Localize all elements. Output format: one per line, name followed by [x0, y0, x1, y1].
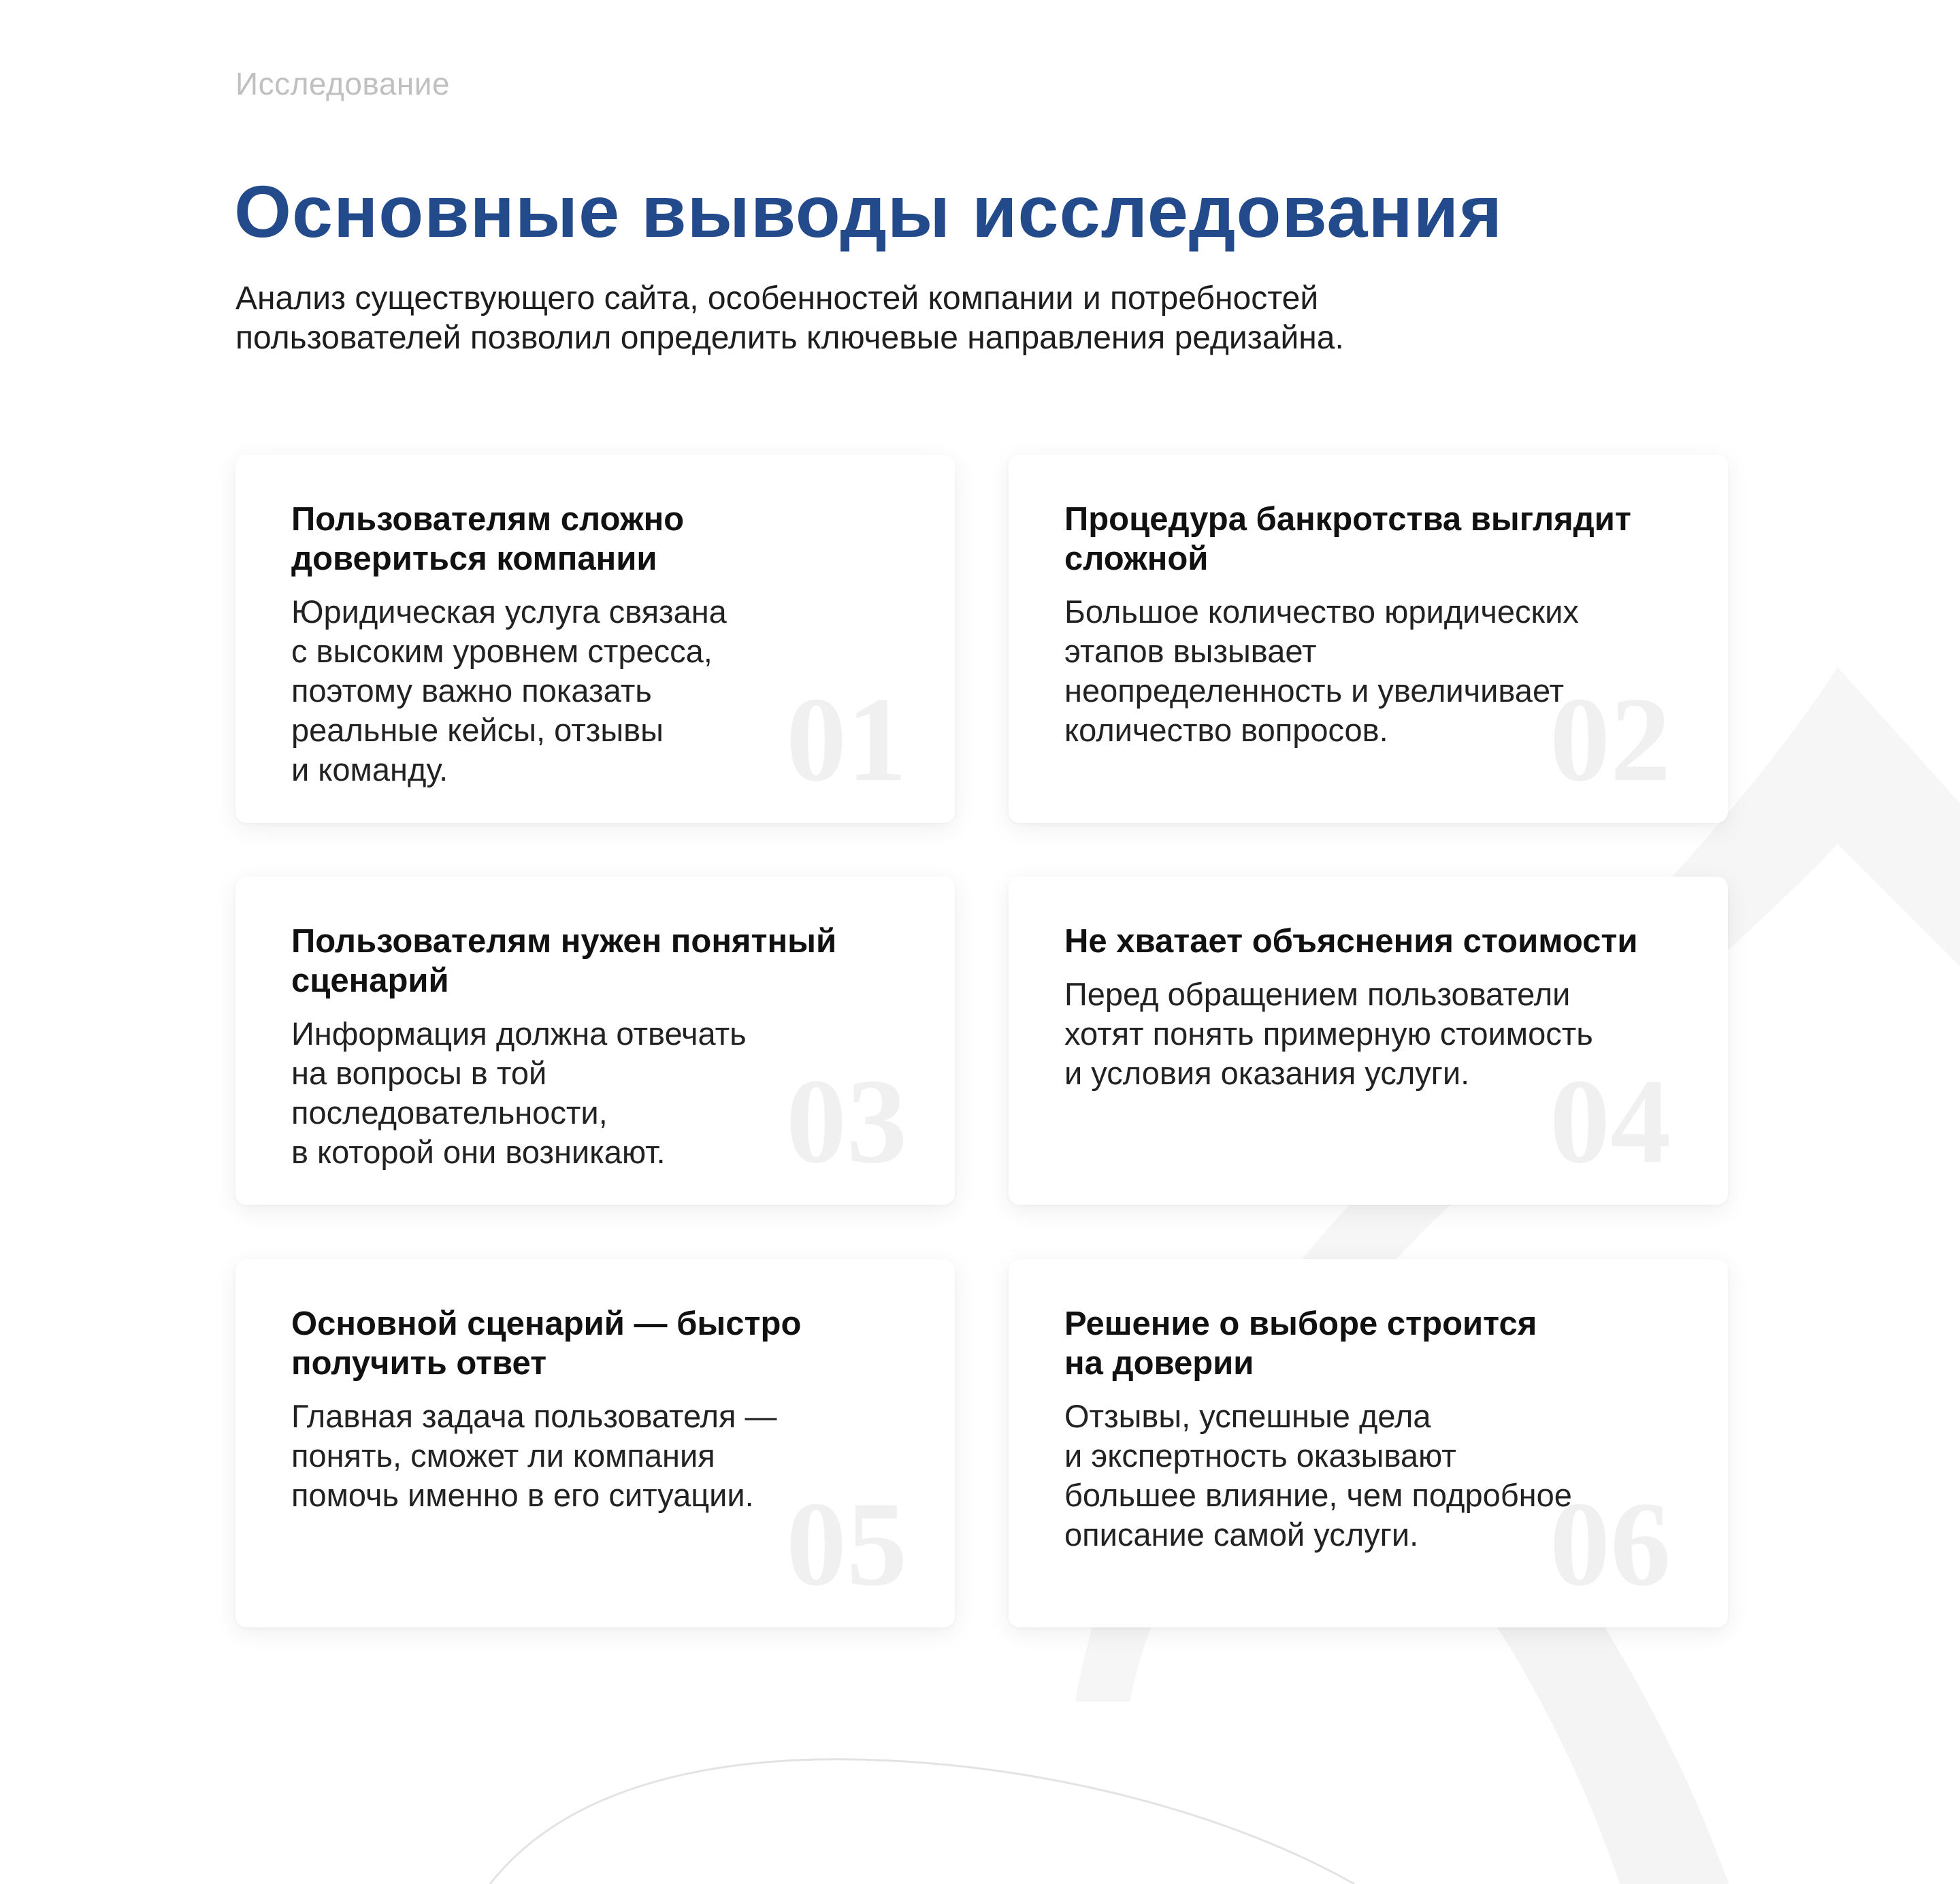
card-text-line: в которой они возникают. — [291, 1134, 666, 1170]
card-text-line: последовательности, — [291, 1094, 608, 1131]
card-text-line: Главная задача пользователя — — [291, 1398, 777, 1434]
card-text-line: Отзывы, успешные дела — [1064, 1398, 1431, 1434]
card-title — [291, 1304, 907, 1383]
card-text — [1064, 592, 1680, 750]
finding-card-01 — [235, 455, 955, 823]
card-title — [1064, 500, 1680, 579]
card-text-line: Перед обращением пользователи — [1064, 976, 1571, 1012]
card-number: 05 — [786, 1476, 907, 1611]
decor-curve-line — [490, 1759, 1354, 1884]
card-title-line: Решение о выборе строится — [1064, 1305, 1537, 1342]
card-text-line: понять, сможет ли компания — [291, 1438, 715, 1474]
section-eyebrow: Исследование — [235, 66, 451, 101]
card-title-line: сложной — [1064, 540, 1209, 577]
card-number: 03 — [786, 1054, 907, 1188]
card-text-line: реальные кейсы, отзывы — [291, 712, 664, 748]
card-text-line: поэтому важно показать — [291, 672, 652, 709]
card-title-line: Пользователям нужен понятный — [291, 923, 837, 960]
card-text — [291, 1014, 907, 1172]
finding-card-02 — [1009, 455, 1728, 823]
card-title — [291, 500, 907, 579]
card-number: 04 — [1550, 1054, 1671, 1188]
card-title-line: на доверии — [1064, 1345, 1254, 1382]
finding-card-06 — [1009, 1259, 1728, 1627]
card-number: 02 — [1550, 672, 1671, 807]
card-title-line: Процедура банкротства выглядит — [1064, 501, 1631, 538]
card-text-line: и команду. — [291, 751, 448, 787]
card-text-line: этапов вызывает — [1064, 633, 1317, 669]
card-text-line: Информация должна отвечать — [291, 1016, 747, 1052]
card-text-line: с высоким уровнем стресса, — [291, 633, 713, 669]
card-title-line: сценарий — [291, 962, 449, 999]
card-title-line: Основной сценарий — быстро — [291, 1305, 802, 1342]
card-number: 06 — [1550, 1476, 1671, 1611]
card-text-line: на вопросы в той — [291, 1055, 547, 1091]
card-text — [1064, 1397, 1680, 1555]
card-text-line: неопределенность и увеличивает — [1064, 672, 1565, 709]
finding-card-04 — [1009, 877, 1728, 1205]
card-text — [1064, 975, 1680, 1093]
page-lead — [235, 279, 1597, 358]
card-title-line: получить ответ — [291, 1345, 547, 1382]
card-text — [291, 592, 907, 790]
card-title — [1064, 922, 1680, 961]
card-text — [291, 1397, 907, 1515]
lead-line: пользователей позволил определить ключевые направления редизайна. — [235, 320, 1344, 356]
card-text-line: и условия оказания услуги. — [1064, 1055, 1470, 1091]
card-title-line: довериться компании — [291, 540, 657, 577]
card-text-line: количество вопросов. — [1064, 712, 1388, 748]
card-text-line: Юридическая услуга связана — [291, 594, 727, 630]
card-title — [1064, 1304, 1680, 1383]
finding-card-05 — [235, 1259, 955, 1627]
card-text-line: помочь именно в его ситуации. — [291, 1477, 754, 1513]
lead-line: Анализ существующего сайта, особенностей компании и потребностей — [235, 280, 1319, 316]
page-title: Основные выводы исследования — [234, 170, 1503, 253]
finding-card-03 — [235, 877, 955, 1205]
card-title-line: Пользователям сложно — [291, 501, 685, 538]
card-text-line: и экспертность оказывают — [1064, 1438, 1456, 1474]
card-number: 01 — [786, 672, 907, 807]
card-text-line: хотят понять примерную стоимость — [1064, 1016, 1593, 1052]
card-title — [291, 922, 907, 1001]
card-title-line: Не хватает объяснения стоимости — [1064, 923, 1638, 960]
card-text-line: большее влияние, чем подробное — [1064, 1477, 1572, 1513]
card-text-line: описание самой услуги. — [1064, 1516, 1419, 1553]
card-text-line: Большое количество юридических — [1064, 594, 1579, 630]
